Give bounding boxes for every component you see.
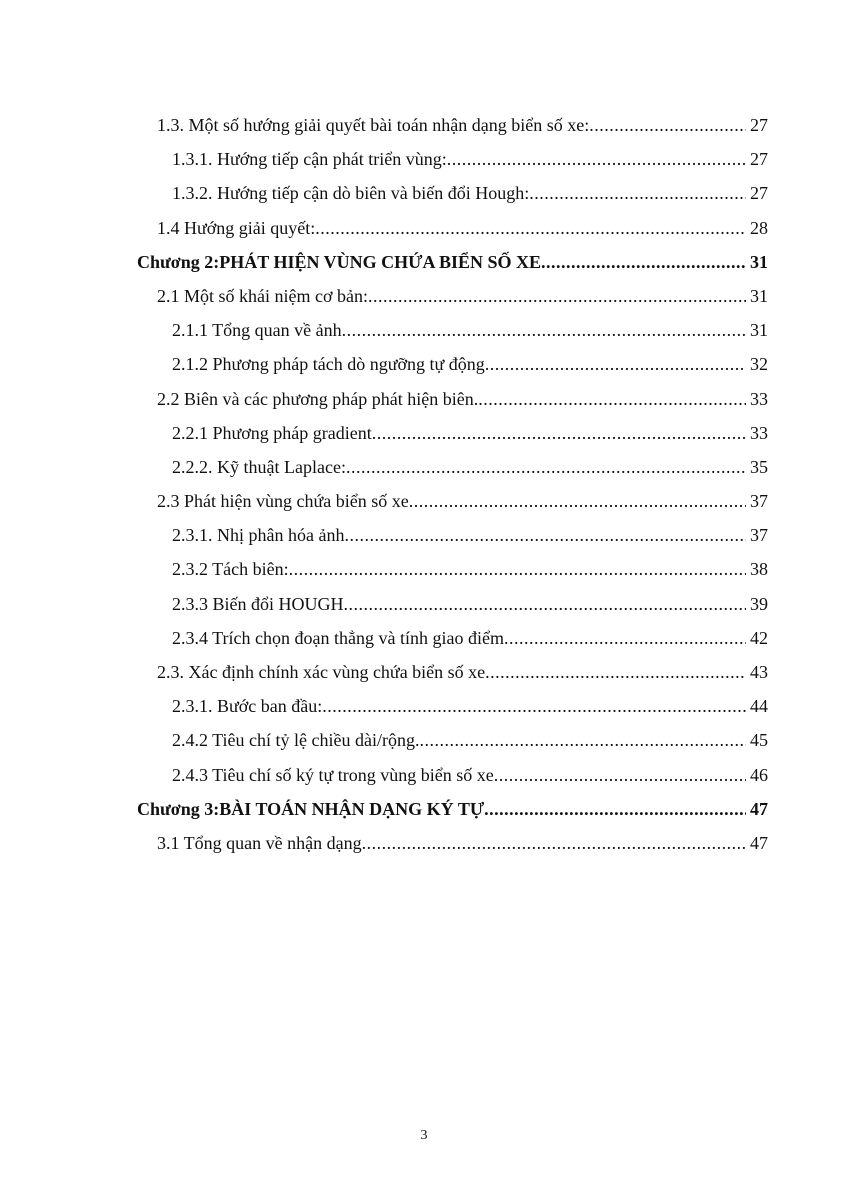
toc-leader-dots <box>504 621 746 655</box>
toc-entry[interactable] <box>0 655 848 689</box>
toc-entry-page: 45 <box>750 730 768 751</box>
toc-entry-page: 33 <box>750 388 768 409</box>
toc-entry[interactable] <box>0 689 848 723</box>
toc-entry[interactable] <box>0 211 848 245</box>
toc-entry-title: 1.4 Hướng giải quyết: <box>157 217 316 238</box>
toc-entry[interactable] <box>0 347 848 381</box>
toc-entry[interactable] <box>0 484 848 518</box>
toc-entry-page: 43 <box>750 662 768 682</box>
toc-leader-dots <box>447 142 746 176</box>
toc-leader-dots <box>541 245 746 279</box>
toc-leader-dots <box>372 416 746 450</box>
toc-chapter-title: PHÁT HIỆN VÙNG CHỨA BIỂN SỐ XE <box>219 251 542 272</box>
toc-leader-dots <box>362 826 746 860</box>
toc-leader-dots <box>409 484 746 518</box>
toc-entry-title: 2.3.3 Biến đổi HOUGH <box>172 593 344 614</box>
toc-entry-title: 2.2.1 Phương pháp gradient <box>172 422 372 443</box>
toc-leader-dots <box>346 450 746 484</box>
toc-entry[interactable] <box>0 142 848 176</box>
toc-leader-dots <box>478 382 746 416</box>
toc-leader-dots <box>368 279 746 313</box>
toc-leader-dots <box>344 518 746 552</box>
toc-entry-page: 27 <box>750 115 768 135</box>
toc-entry-page: 27 <box>750 149 768 170</box>
toc-entry[interactable] <box>0 416 848 450</box>
toc-entry-title: 1.3.2. Hướng tiếp cận dò biên và biến đổi Hough: <box>172 183 530 204</box>
toc-entry-page: 42 <box>750 627 768 648</box>
toc-entry[interactable] <box>0 758 848 792</box>
toc-entry-title: 1.3. Một số hướng giải quyết bài toán nhận dạng biển số xe: <box>157 115 590 135</box>
toc-entry-title: 2.4.2 Tiêu chí tỷ lệ chiều dài/rộng. <box>172 730 420 751</box>
toc-leader-dots <box>485 655 746 689</box>
toc-chapter-label <box>137 245 219 279</box>
toc-leader-dots <box>322 689 746 723</box>
toc-leader-dots <box>344 587 747 621</box>
toc-entry[interactable] <box>0 621 848 655</box>
toc-entry-page: 32 <box>750 354 768 375</box>
toc-leader-dots <box>315 211 746 245</box>
toc-entry[interactable] <box>0 518 848 552</box>
toc-entry-page: 47 <box>750 832 768 853</box>
toc-entry[interactable] <box>0 450 848 484</box>
toc-leader-dots <box>342 313 746 347</box>
toc-entry-page: 35 <box>750 456 768 477</box>
toc-entry-page: 31 <box>750 251 768 272</box>
toc-entry-page: 31 <box>750 285 768 306</box>
toc-entry-title: 2.2 Biên và các phương pháp phát hiện biên. <box>157 388 479 409</box>
toc-entry-title: 1.3.1. Hướng tiếp cận phát triển vùng: <box>172 149 447 170</box>
toc-entry[interactable] <box>0 279 848 313</box>
toc-leader-dots <box>494 758 746 792</box>
toc-entry-title: 2.1 Một số khái niệm cơ bản: <box>157 285 368 306</box>
toc-entry-title: 2.3.1. Nhị phân hóa ảnh <box>172 525 345 546</box>
toc-leader-dots <box>589 108 746 142</box>
toc-entry-title: 2.3. Xác định chính xác vùng chứa biển số xe <box>157 662 486 682</box>
toc-entry-page: 44 <box>750 696 768 717</box>
chapter-label: Chương 3: <box>137 798 220 819</box>
toc-chapter-title: BÀI TOÁN NHẬN DẠNG KÝ TỰ <box>219 798 485 819</box>
toc-chapter-entry[interactable] <box>0 792 848 826</box>
toc-entry[interactable] <box>0 826 848 860</box>
toc-chapter-label <box>137 792 219 826</box>
toc-entry-title: 2.3.4 Trích chọn đoạn thẳng và tính giao điểm <box>172 627 504 648</box>
toc-entry-title: 3.1 Tổng quan về nhận dạng <box>157 832 362 853</box>
toc-entry-page: 37 <box>750 525 768 546</box>
toc-entry[interactable] <box>0 552 848 586</box>
toc-entry-page: 46 <box>750 764 768 785</box>
toc-entry-page: 28 <box>750 217 768 238</box>
toc-chapter-entry[interactable] <box>0 245 848 279</box>
toc-entry-title: 2.1.1 Tổng quan về ảnh <box>172 320 342 341</box>
page-number: 3 <box>420 1128 428 1143</box>
toc-entry[interactable] <box>0 176 848 210</box>
toc-leader-dots <box>485 347 746 381</box>
toc-entry-page: 33 <box>750 422 768 443</box>
chapter-label: Chương 2: <box>137 251 220 272</box>
toc-entry[interactable] <box>0 723 848 757</box>
toc-leader-dots <box>529 176 746 210</box>
table-of-contents <box>0 108 848 860</box>
toc-leader-dots <box>419 723 746 757</box>
toc-entry-title: 2.4.3 Tiêu chí số ký tự trong vùng biển số xe <box>172 764 494 785</box>
toc-entry-title: 2.1.2 Phương pháp tách dò ngưỡng tự động <box>172 354 485 375</box>
toc-leader-dots <box>484 792 746 826</box>
toc-entry-title: 2.3.2 Tách biên: <box>172 559 289 580</box>
toc-entry-page: 37 <box>750 491 768 512</box>
toc-entry-title: 2.3 Phát hiện vùng chứa biển số xe <box>157 491 409 512</box>
toc-entry[interactable] <box>0 587 848 621</box>
toc-entry-title: 2.2.2. Kỹ thuật Laplace: <box>172 456 346 477</box>
toc-entry-page: 47 <box>750 798 768 819</box>
toc-entry[interactable] <box>0 313 848 347</box>
toc-entry-page: 38 <box>750 559 768 580</box>
toc-entry-page: 31 <box>750 320 768 341</box>
toc-entry[interactable] <box>0 108 848 142</box>
toc-entry-page: 27 <box>750 183 768 204</box>
toc-leader-dots <box>289 552 746 586</box>
toc-entry-title: 2.3.1. Bước ban đầu: <box>172 696 323 717</box>
toc-entry-page: 39 <box>750 593 768 614</box>
toc-entry[interactable] <box>0 382 848 416</box>
